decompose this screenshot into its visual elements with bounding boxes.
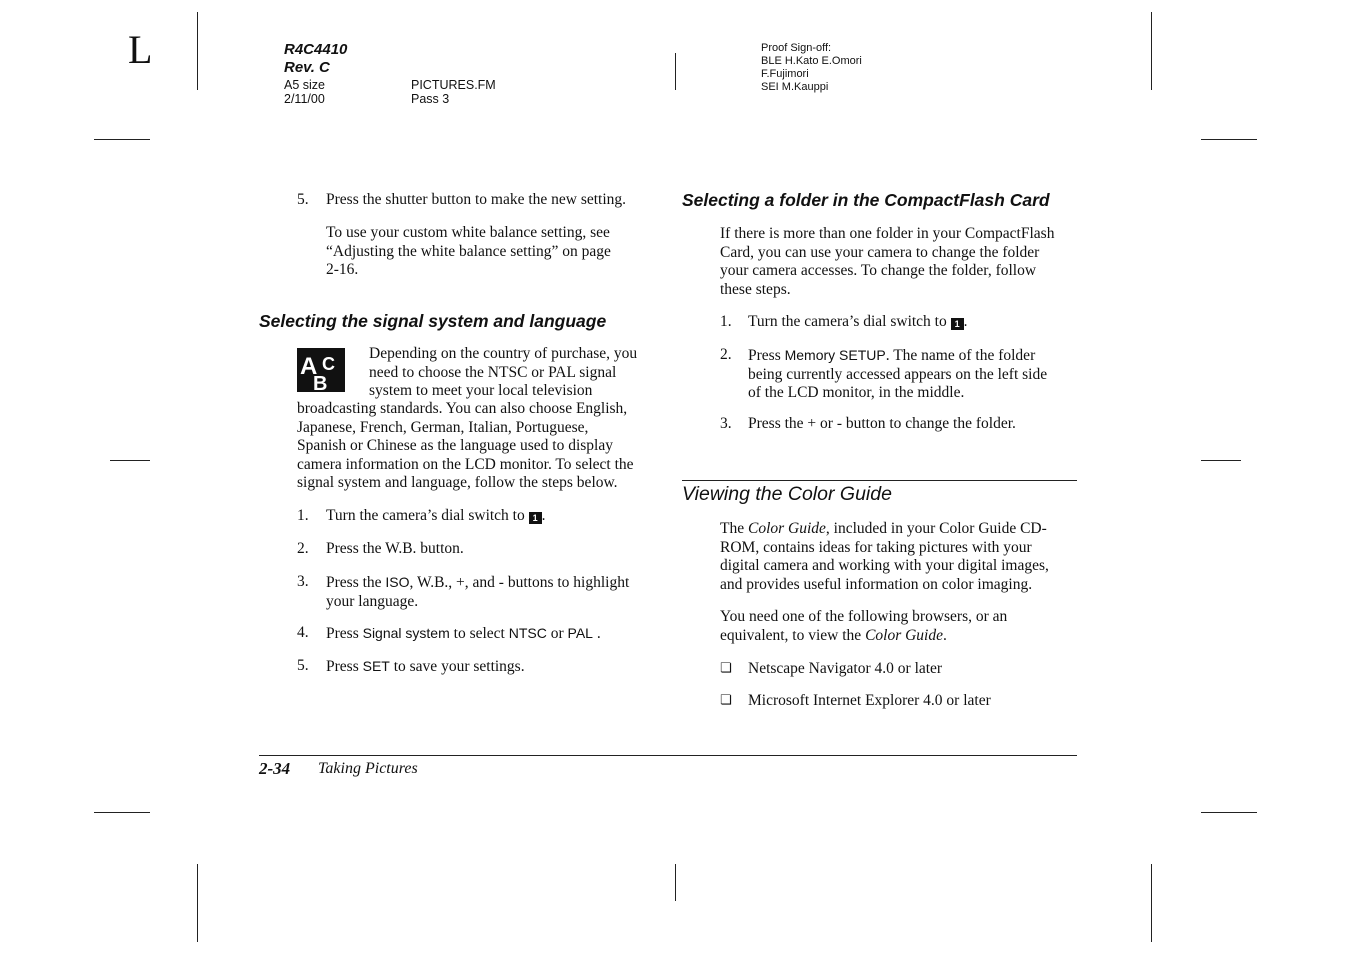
- step-number: 2.: [720, 346, 732, 363]
- step-number: 1.: [720, 313, 732, 330]
- browser-item: Microsoft Internet Explorer 4.0 or later: [748, 692, 991, 709]
- crop-mark: [1201, 460, 1241, 461]
- paragraph-line: your camera accesses. To change the folder, follow: [720, 262, 1037, 279]
- paragraph-line: If there is more than one folder in your CompactFlash: [720, 225, 1055, 242]
- crop-mark: [1151, 12, 1152, 90]
- step-text: [326, 573, 629, 611]
- step-text-part: Press: [326, 625, 363, 642]
- paragraph-line: To use your custom white balance setting, see: [326, 224, 610, 241]
- paragraph-line: digital camera and working with your digital images,: [720, 557, 1049, 574]
- browser-item: Netscape Navigator 4.0 or later: [748, 660, 943, 677]
- section-rule: [682, 480, 1077, 481]
- paragraph-line: “Adjusting the white balance setting” on page: [326, 242, 611, 260]
- step-number: 3.: [297, 573, 309, 590]
- doc-file: PICTURES.FM: [411, 78, 496, 92]
- color-guide-title: Color Guide: [865, 626, 943, 644]
- svg-text:A: A: [300, 353, 318, 380]
- crop-mark: [675, 864, 676, 901]
- step-text-part: , W.B., +, and - buttons to highlight: [409, 574, 630, 591]
- paragraph-line: Spanish or Chinese as the language used to display: [297, 437, 613, 454]
- step-text-part: .: [963, 313, 968, 330]
- paragraph-part: , included in your Color Guide CD-: [825, 520, 1047, 537]
- paragraph-line: broadcasting standards. You can also choose English,: [297, 400, 628, 417]
- paragraph-line: these steps.: [720, 280, 791, 298]
- paragraph-line: system to meet your local television: [369, 382, 593, 399]
- step-text: [748, 346, 1047, 403]
- step-text-part: .: [592, 625, 601, 642]
- crop-mark: [675, 53, 676, 90]
- step-text-part: . The name of the folder: [885, 347, 1036, 364]
- step-text-part: to save your settings.: [389, 658, 525, 675]
- step-text: Press the shutter button to make the new setting.: [326, 191, 627, 208]
- page-number: 2-34: [259, 759, 291, 778]
- step-number: 2.: [297, 540, 309, 557]
- paragraph-line: Japanese, French, German, Italian, Portuguese,: [297, 418, 589, 436]
- paragraph-part: .: [943, 626, 947, 644]
- doc-code: R4C4410: [284, 41, 348, 58]
- crop-mark: [1201, 139, 1257, 140]
- crop-mark: [1201, 812, 1257, 813]
- memory-setup-label: Memory SETUP: [784, 347, 886, 363]
- step-number: 5.: [297, 191, 309, 208]
- paragraph-line: Depending on the country of purchase, you: [369, 345, 638, 362]
- doc-date: 2/11/00: [284, 92, 325, 106]
- doc-pass: Pass 3: [411, 92, 450, 106]
- step-text-part: Turn the camera’s dial switch to: [748, 313, 951, 330]
- paragraph-part: equivalent, to view the: [720, 626, 866, 644]
- step-text-part: .: [541, 507, 546, 524]
- step-text: Press the W.B. button.: [326, 540, 464, 557]
- crop-mark: [94, 139, 150, 140]
- step-text: [748, 313, 968, 332]
- paragraph-line: camera information on the LCD monitor. To select the: [297, 455, 634, 473]
- checkbox-bullet-icon: ❏: [720, 661, 732, 676]
- step-text: [326, 624, 601, 644]
- doc-rev: Rev. C: [284, 59, 330, 76]
- ntsc-label: NTSC: [508, 625, 547, 641]
- svg-text:C: C: [322, 354, 335, 374]
- color-guide-title: Color Guide: [747, 520, 826, 537]
- proof-line: BLE H.Kato E.Omori: [761, 55, 862, 67]
- step-text-part: of the LCD monitor, in the middle.: [748, 384, 965, 401]
- step-number: 5.: [297, 657, 309, 674]
- pal-label: PAL: [567, 625, 593, 641]
- dial-position-icon: 1: [529, 512, 542, 524]
- paragraph: [720, 608, 1090, 645]
- paragraph-line: Card, you can use your camera to change the folder: [720, 243, 1040, 261]
- signal-system-label: Signal system: [362, 625, 450, 641]
- section-heading-large: Viewing the Color Guide: [682, 483, 892, 505]
- step-text-part: Press: [748, 347, 785, 364]
- step-text-part: your language.: [326, 592, 419, 610]
- step-text-part: to select: [449, 625, 509, 642]
- abc-language-icon: [297, 348, 345, 392]
- step-text-part: or: [546, 625, 568, 642]
- paragraph-line: ROM, contains ideas for taking pictures with your: [720, 538, 1032, 556]
- paragraph-line: need to choose the NTSC or PAL signal: [369, 363, 617, 381]
- proof-title: Proof Sign-off:: [761, 42, 832, 54]
- step-number: 1.: [297, 507, 309, 524]
- footer-rule: [259, 755, 1077, 756]
- section-heading: Selecting a folder in the CompactFlash Card: [682, 190, 1050, 210]
- paragraph: [720, 520, 1090, 594]
- step-text-part: Press the: [326, 574, 386, 591]
- crop-mark: [110, 460, 150, 461]
- paragraph-line: You need one of the following browsers, or an: [720, 608, 1008, 625]
- step-text: [326, 507, 546, 526]
- dial-position-icon: 1: [951, 318, 964, 330]
- step-text-part: being currently accessed appears on the left side: [748, 365, 1048, 383]
- proof-line: F.Fujimori: [761, 68, 809, 80]
- set-button-label: SET: [362, 658, 390, 674]
- paragraph: [720, 225, 1090, 299]
- intro-paragraph-short: [369, 345, 659, 401]
- intro-paragraph-full: [297, 400, 667, 493]
- crop-mark: [94, 812, 150, 813]
- paragraph-part: The: [720, 520, 748, 537]
- step-text: Press the + or - button to change the folder.: [748, 415, 1016, 432]
- crop-mark: [197, 864, 198, 942]
- step-text-part: Turn the camera’s dial switch to: [326, 507, 529, 524]
- crop-mark: [1151, 864, 1152, 942]
- paragraph-line: 2-16.: [326, 261, 359, 278]
- crop-mark: [197, 12, 198, 90]
- corner-letter: L: [128, 27, 153, 72]
- proof-line: SEI M.Kauppi: [761, 81, 829, 93]
- paragraph-line: signal system and language, follow the steps below.: [297, 474, 618, 491]
- chapter-title: Taking Pictures: [318, 760, 418, 777]
- step-text: [326, 657, 525, 677]
- doc-size: A5 size: [284, 78, 325, 92]
- paragraph-line: and provides useful information on color imaging.: [720, 575, 1033, 593]
- iso-button-label: ISO: [385, 574, 410, 590]
- svg-text:B: B: [313, 373, 328, 392]
- step-text-part: Press: [326, 658, 363, 675]
- paragraph: [326, 224, 611, 280]
- checkbox-bullet-icon: ❏: [720, 693, 732, 708]
- section-heading: Selecting the signal system and language: [259, 311, 607, 331]
- step-number: 4.: [297, 624, 309, 641]
- step-number: 3.: [720, 415, 732, 432]
